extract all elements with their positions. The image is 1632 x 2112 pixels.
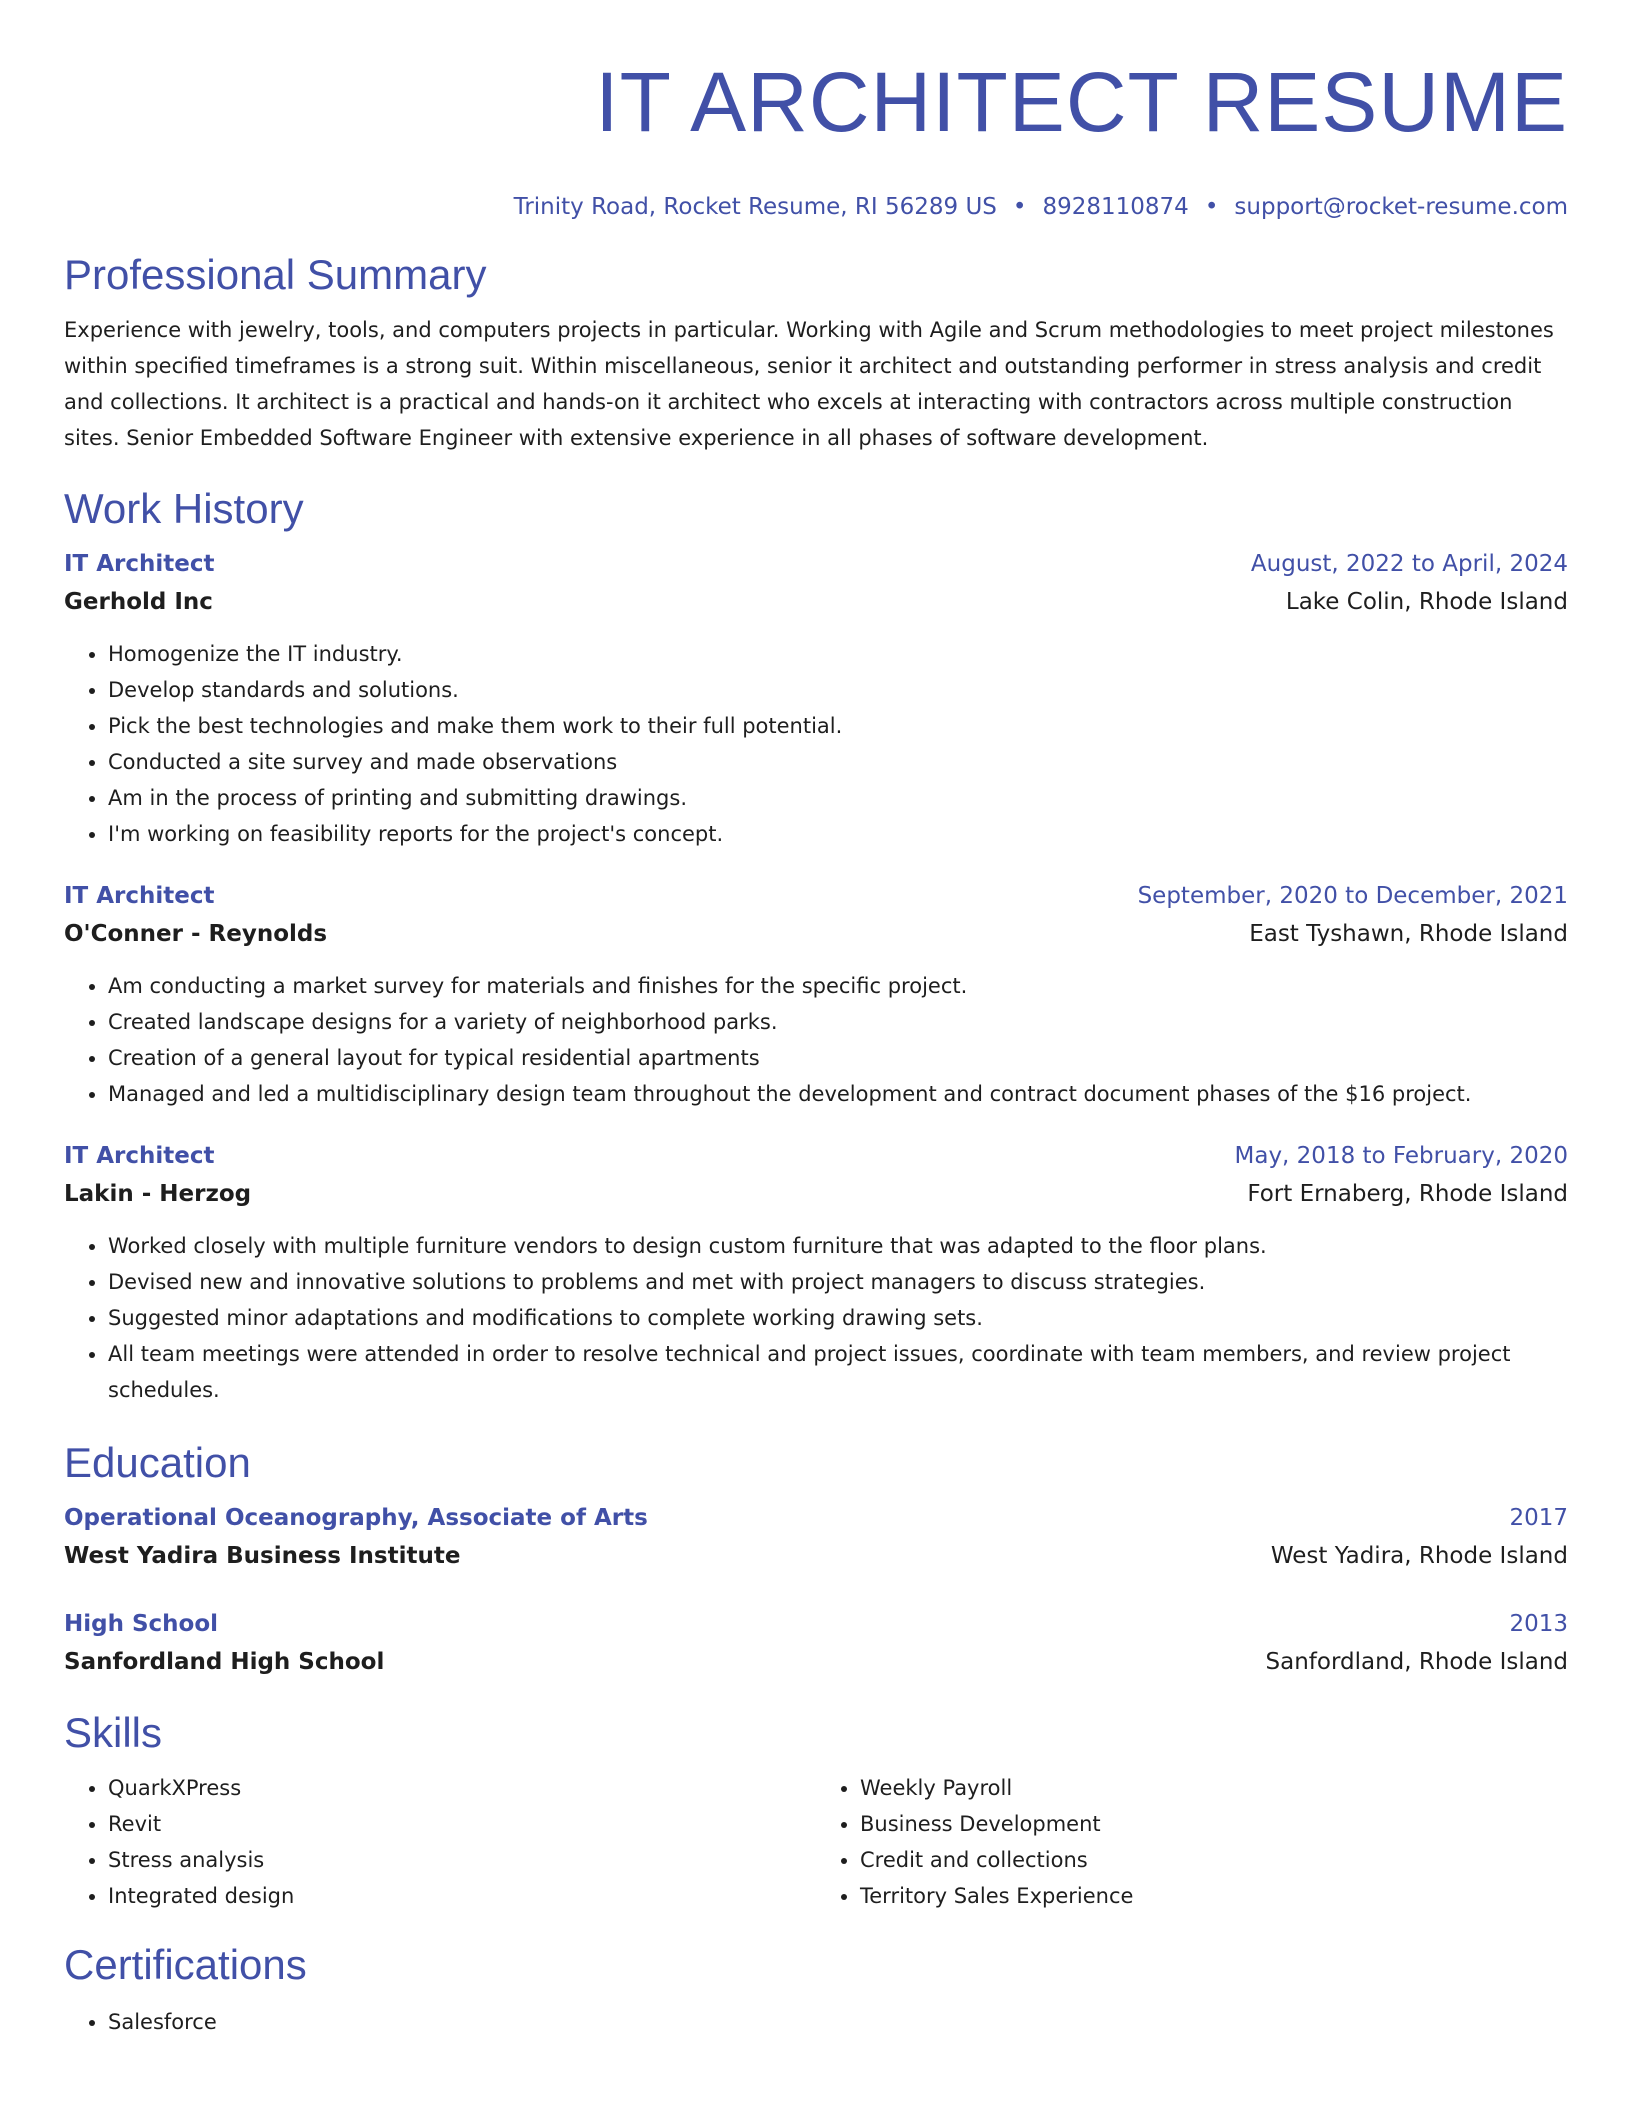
job-bullet: • Managed and led a multidisciplinary design team throughout the development and contract document phases of the $16 project. bbox=[108, 1076, 1568, 1112]
education-year: 2017 bbox=[1509, 1505, 1568, 1531]
email: support@rocket-resume.com bbox=[1234, 194, 1568, 220]
separator-dot: • bbox=[1012, 194, 1027, 220]
certifications-section bbox=[64, 1940, 1568, 2040]
job-dates: August, 2022 to April, 2024 bbox=[1250, 551, 1568, 577]
skill-item: • Business Development bbox=[860, 1806, 1568, 1842]
job-title: IT Architect bbox=[64, 883, 215, 909]
job-bullet: • Conducted a site survey and made observations bbox=[108, 744, 1568, 780]
education-location: Sanfordland, Rhode Island bbox=[1265, 1649, 1568, 1675]
job-entry bbox=[64, 878, 1568, 1112]
job-title: IT Architect bbox=[64, 551, 215, 577]
address: Trinity Road, Rocket Resume, RI 56289 US bbox=[513, 194, 997, 220]
job-title-row bbox=[64, 546, 1568, 582]
job-entry bbox=[64, 1138, 1568, 1408]
job-bullets bbox=[64, 636, 1568, 852]
job-company: Lakin - Herzog bbox=[64, 1181, 252, 1207]
skills-grid bbox=[64, 1770, 1568, 1914]
education-school-row bbox=[64, 1536, 1568, 1576]
separator-dot: • bbox=[1204, 194, 1219, 220]
job-bullet: • Develop standards and solutions. bbox=[108, 672, 1568, 708]
job-company-row bbox=[64, 1174, 1568, 1214]
job-title: IT Architect bbox=[64, 1143, 215, 1169]
job-title-row bbox=[64, 878, 1568, 914]
job-dates: May, 2018 to February, 2020 bbox=[1234, 1143, 1568, 1169]
job-location: Lake Colin, Rhode Island bbox=[1285, 589, 1568, 615]
work-history-section bbox=[64, 484, 1568, 1408]
job-company-row bbox=[64, 582, 1568, 622]
skills-column-right bbox=[816, 1770, 1568, 1914]
job-bullet: • I'm working on feasibility reports for the project's concept. bbox=[108, 816, 1568, 852]
education-location: West Yadira, Rhode Island bbox=[1270, 1543, 1568, 1569]
education-year: 2013 bbox=[1509, 1611, 1568, 1637]
education-degree-row bbox=[64, 1500, 1568, 1536]
resume-header bbox=[64, 0, 1568, 220]
job-bullet: • Creation of a general layout for typical residential apartments bbox=[108, 1040, 1568, 1076]
job-company: O'Conner - Reynolds bbox=[64, 921, 328, 947]
education-school: West Yadira Business Institute bbox=[64, 1543, 461, 1569]
certification-item: • Salesforce bbox=[108, 2004, 1568, 2040]
job-company-row bbox=[64, 914, 1568, 954]
job-bullet: • Suggested minor adaptations and modifications to complete working drawing sets. bbox=[108, 1300, 1568, 1336]
section-heading-summary: Professional Summary bbox=[64, 251, 487, 298]
skill-item: • Integrated design bbox=[108, 1878, 816, 1914]
skill-item: • Territory Sales Experience bbox=[860, 1878, 1568, 1914]
education-degree-row bbox=[64, 1606, 1568, 1642]
document-title: IT ARCHITECT RESUME bbox=[595, 55, 1568, 149]
job-bullet: • Homogenize the IT industry. bbox=[108, 636, 1568, 672]
job-entry bbox=[64, 546, 1568, 852]
phone: 8928110874 bbox=[1042, 194, 1189, 220]
skill-item: • QuarkXPress bbox=[108, 1770, 816, 1806]
job-bullet: • Created landscape designs for a variety of neighborhood parks. bbox=[108, 1004, 1568, 1040]
skills-column-left bbox=[64, 1770, 816, 1914]
job-company: Gerhold Inc bbox=[64, 589, 213, 615]
skills-section bbox=[64, 1708, 1568, 1914]
job-dates: September, 2020 to December, 2021 bbox=[1137, 883, 1568, 909]
section-heading-skills: Skills bbox=[64, 1709, 163, 1756]
job-bullet: • Pick the best technologies and make them work to their full potential. bbox=[108, 708, 1568, 744]
education-entry bbox=[64, 1606, 1568, 1682]
job-location: East Tyshawn, Rhode Island bbox=[1249, 921, 1568, 947]
job-bullet: • All team meetings were attended in order to resolve technical and project issues, coordinate with team members, and review project schedules. bbox=[108, 1336, 1568, 1408]
job-bullets bbox=[64, 968, 1568, 1112]
job-bullet: • Worked closely with multiple furniture vendors to design custom furniture that was adapted to the floor plans. bbox=[108, 1228, 1568, 1264]
skill-item: • Revit bbox=[108, 1806, 816, 1842]
contact-line bbox=[64, 194, 1568, 220]
education-list bbox=[64, 1500, 1568, 1682]
education-school: Sanfordland High School bbox=[64, 1649, 385, 1675]
section-heading-education: Education bbox=[64, 1439, 251, 1486]
job-bullet: • Am in the process of printing and submitting drawings. bbox=[108, 780, 1568, 816]
education-school-row bbox=[64, 1642, 1568, 1682]
skill-item: • Weekly Payroll bbox=[860, 1770, 1568, 1806]
section-heading-work: Work History bbox=[64, 485, 304, 532]
job-bullets bbox=[64, 1228, 1568, 1408]
section-heading-certifications: Certifications bbox=[64, 1941, 307, 1988]
education-degree: Operational Oceanography, Associate of Arts bbox=[64, 1505, 648, 1531]
job-bullet: • Am conducting a market survey for materials and finishes for the specific project. bbox=[108, 968, 1568, 1004]
certifications-list bbox=[64, 2004, 1568, 2040]
job-bullet: • Devised new and innovative solutions to problems and met with project managers to discuss strategies. bbox=[108, 1264, 1568, 1300]
skill-item: • Credit and collections bbox=[860, 1842, 1568, 1878]
jobs-list bbox=[64, 546, 1568, 1408]
education-section bbox=[64, 1438, 1568, 1682]
summary-section bbox=[64, 250, 1568, 456]
job-location: Fort Ernaberg, Rhode Island bbox=[1247, 1181, 1568, 1207]
job-title-row bbox=[64, 1138, 1568, 1174]
summary-text: Experience with jewelry, tools, and computers projects in particular. Working with Agile and Scrum methodologies to meet project milestones within specified timeframes is a strong suit. Within miscellaneous, senior it architect and outstanding performer in stress analysis and credit and collections. It architect is a practical and hands-on it architect who excels at interacting with contractors across multiple construction sites. Senior Embedded Software Engineer with extensive experience in all phases of software development. bbox=[64, 318, 1554, 450]
education-degree: High School bbox=[64, 1611, 219, 1637]
skill-item: • Stress analysis bbox=[108, 1842, 816, 1878]
education-entry bbox=[64, 1500, 1568, 1576]
